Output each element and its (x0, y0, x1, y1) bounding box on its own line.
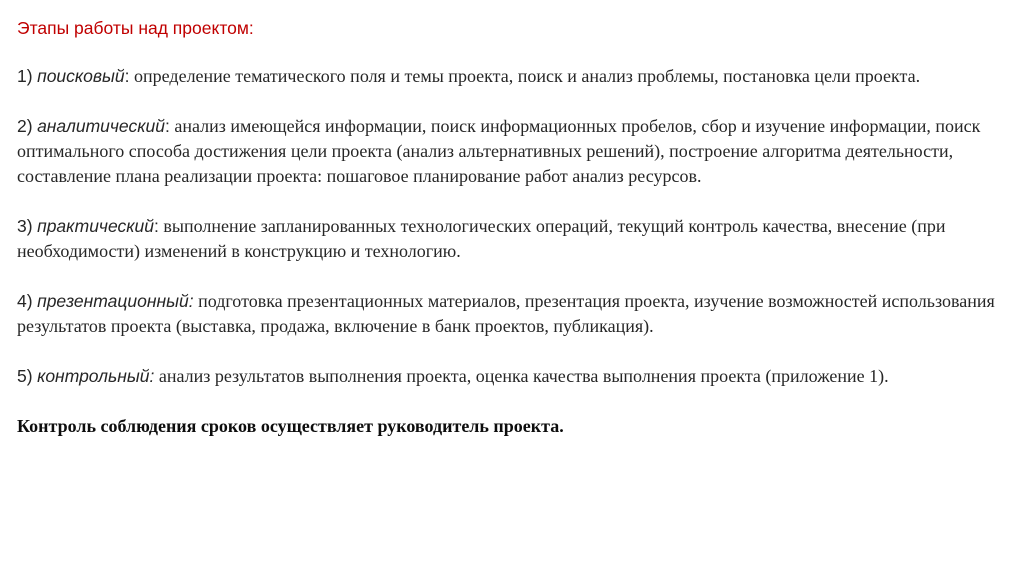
stage-description: выполнение запланированных технологических операций, текущий контроль качества, внесение (при необходимости) изменений в конструкцию и технологию. (17, 216, 946, 261)
stage-number: 4) (17, 291, 33, 311)
stage-number: 5) (17, 366, 33, 386)
stage-name: практический (37, 216, 154, 236)
stage-description: определение тематического поля и темы проекта, поиск и анализ проблемы, постановка цели проекта. (129, 66, 921, 86)
stage-name: аналитический (37, 116, 165, 136)
stage-separator: : (154, 216, 159, 236)
stage-number: 2) (17, 116, 33, 136)
stage-2 (17, 114, 1007, 189)
stage-separator: : (164, 116, 170, 136)
footer-note: Контроль соблюдения сроков осуществляет руководитель проекта. (17, 416, 564, 436)
stage-number: 3) (17, 216, 33, 236)
stage-name: поисковый (37, 66, 125, 86)
stage-name: контрольный: (37, 366, 155, 386)
stage-name: презентационный: (37, 291, 194, 311)
stage-5 (17, 364, 1007, 389)
stage-number: 1) (17, 66, 33, 86)
stage-description: анализ имеющейся информации, поиск информационных пробелов, сбор и изучение информации, поиск оптимального способа достижения цели проекта (анализ альтернативных решений), построение алгоритма деятельности, составление плана реализации проекта: пошаговое планирование работ анализ ресурсов. (17, 116, 981, 186)
slide-title: Этапы работы над проектом: (17, 18, 254, 38)
stage-separator: : (124, 66, 130, 86)
stage-3 (17, 214, 1007, 264)
stage-1 (17, 64, 1007, 89)
slide-content (17, 16, 1007, 439)
stage-4 (17, 289, 1007, 339)
stage-description: анализ результатов выполнения проекта, оценка качества выполнения проекта (приложение 1). (154, 366, 889, 386)
stage-description: подготовка презентационных материалов, презентация проекта, изучение возможностей использования результатов проекта (выставка, продажа, включение в банк проектов, публикация). (17, 291, 995, 336)
